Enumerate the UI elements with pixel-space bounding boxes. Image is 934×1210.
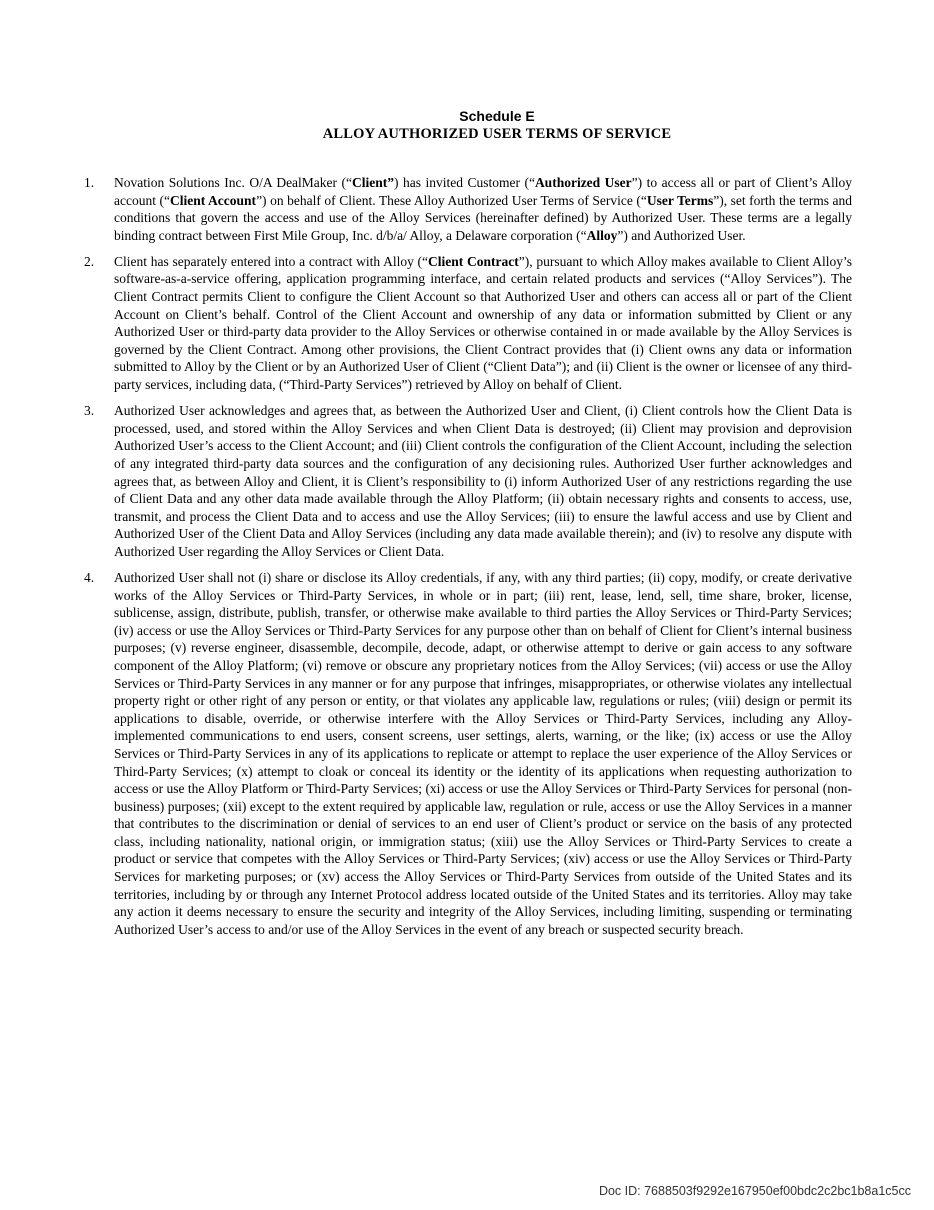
term-text-run: Authorized User acknowledges and agrees that, as between the Authorized User and Client, (i) Client controls how the Client Data is processed, used, and stored within the Alloy Services and when Client Data is destroyed; (ii) Client may provision and deprovision Authorized User’s access to the Client Account; and (iii) Client controls the configuration of the Client Account, including the selection of any integrated third-party data sources and the configuration of any decisioning rules. Authorized User further acknowledges and agrees that, as between Alloy and Client, it is Client’s responsibility to (i) inform Authorized User of any restrictions regarding the use of Client Data and any other data made available through the Alloy Platform; (ii) obtain necessary rights and consents to access, use, transmit, and process the Client Data and to access and use the Alloy Services; (iii) to ensure the lawful access and use by Client and Authorized User of the Client Data and Alloy Services (including any data made available therein); and (iv) to resolve any dispute with Authorized User regarding the Alloy Services or Client Data. — [114, 403, 852, 559]
term-text-run: ”) and Authorized User. — [617, 227, 746, 243]
schedule-label: Schedule E — [459, 108, 535, 124]
defined-term: Client” — [352, 175, 395, 190]
term-text-run: ”) to access all or part of Client’s Alloy account (“ — [114, 175, 852, 208]
term-text-run: Client has separately entered into a contract with Alloy (“ — [114, 253, 429, 269]
term-text-run: ”), pursuant to which Alloy makes available to Client Alloy’s software-as-a-service offering, application programming interface, and certain related products and services (“Alloy Services”). The Client Contract permits Client to configure the Client Account so that Authorized User and others can access all or part of the Client Account on Client’s behalf. Control of the Client Account and ownership of any data or information submitted by Client or any Authorized User or third-party data provider to the Alloy Services or otherwise contained in or made available by the Alloy Services is governed by the Client Contract. Among other provisions, the Client Contract provides that (i) Client owns any data or information submitted to Alloy by the Client or by an Authorized User of Client (“Client Data”); and (ii) Client is the owner or licensee of any third-party services, including data, (“Third-Party Services”) retrieved by Alloy on behalf of Client. — [114, 253, 852, 393]
defined-term: Client Contract — [428, 253, 519, 269]
term-item — [84, 402, 852, 560]
term-number: 4. — [84, 569, 95, 585]
term-number: 2. — [84, 253, 95, 269]
term-text-run: ”) on behalf of Client. These Alloy Authorized User Terms of Service (“ — [256, 192, 647, 208]
term-item — [84, 174, 852, 244]
term-text — [114, 174, 852, 244]
terms-list — [84, 174, 852, 947]
defined-term: Authorized User — [534, 175, 632, 190]
term-item — [84, 253, 852, 394]
defined-term: Alloy — [586, 227, 618, 243]
term-number: 1. — [84, 175, 95, 190]
term-number: 3. — [84, 403, 95, 419]
term-text — [114, 253, 852, 394]
term-text-run: ”), set forth the terms and conditions that govern the access and use of the Alloy Services (hereinafter defined) by Authorized User. These terms are a legally binding contract between First Mile Group, Inc. d/b/a/ Alloy, a Delaware corporation (“ — [114, 192, 853, 243]
term-text — [114, 569, 852, 938]
term-item — [84, 569, 852, 938]
document-title: ALLOY AUTHORIZED USER TERMS OF SERVICE — [322, 126, 672, 142]
defined-term: Client Account — [170, 192, 257, 208]
term-text-run: Novation Solutions Inc. O/A DealMaker (“ — [114, 175, 353, 190]
defined-term: User Terms — [646, 192, 714, 208]
doc-id: Doc ID: 7688503f9292e167950ef00bdc2c2bc1b8a1c5cc — [598, 1184, 911, 1198]
term-text-run: ) has invited Customer (“ — [394, 175, 535, 190]
term-text — [114, 402, 852, 560]
term-text-run: Authorized User shall not (i) share or disclose its Alloy credentials, if any, with any third parties; (ii) copy, modify, or create derivative works of the Alloy Services or Third-Party Services, in whole or in part; (iii) rent, lease, lend, sell, time share, broker, license, sublicense, assign, distribute, publish, transfer, or otherwise make available to third parties the Alloy Services or Third-Party Services; (iv) access or use the Alloy Services or Third-Party Services for any purpose other than on behalf of Client for Client’s internal business purposes; (v) reverse engineer, disassemble, decompile, decode, adapt, or otherwise attempt to derive or gain access to any software component of the Alloy Platform; (vi) remove or obscure any proprietary notices from the Alloy Services; (vii) access or use the Alloy Services or Third-Party Services in any manner or for any purpose that infringes, misappropriates, or otherwise violates any intellectual property right or other right of any person or entity, or that violates any applicable law, regulations or rules; (viii) design or permit its applications to disable, override, or otherwise interfere with the Alloy Services or Third-Party Services, including any Alloy-implemented communications to end users, consent screens, user settings, alerts, warning, or the like; (ix) access or use the Alloy Services or Third-Party Services in any of its applications to replicate or attempt to replace the user experience of the Alloy Services or Third-Party Services; (x) attempt to cloak or conceal its identity or the identity of its applications when requesting authorization to access or use the Alloy Platform or Third-Party Services; (xi) access or use the Alloy Services or Third-Party Services for personal (non-business) purposes; (xii) except to the extent required by applicable law, regulation or rule, access or use the Alloy Services in a manner that contributes to the discrimination or denial of services to an end user of Client’s product or service on the basis of any protected class, including nationality, national origin, or immigration status; (xiii) use the Alloy Services or Third-Party Services to create a product or service that competes with the Alloy Services or Third-Party Services; (xiv) access or use the Alloy Services or Third-Party Services for marketing purposes; or (xv) access the Alloy Services or Third-Party Services from outside of the United States and its territories, including by or through any Internet Protocol address located outside of the United States and its territories. Alloy may take any action it deems necessary to ensure the security and integrity of the Alloy Services, including limiting, suspending or terminating Authorized User’s access to and/or use of the Alloy Services in the event of any breach or suspected security breach. — [114, 569, 852, 937]
